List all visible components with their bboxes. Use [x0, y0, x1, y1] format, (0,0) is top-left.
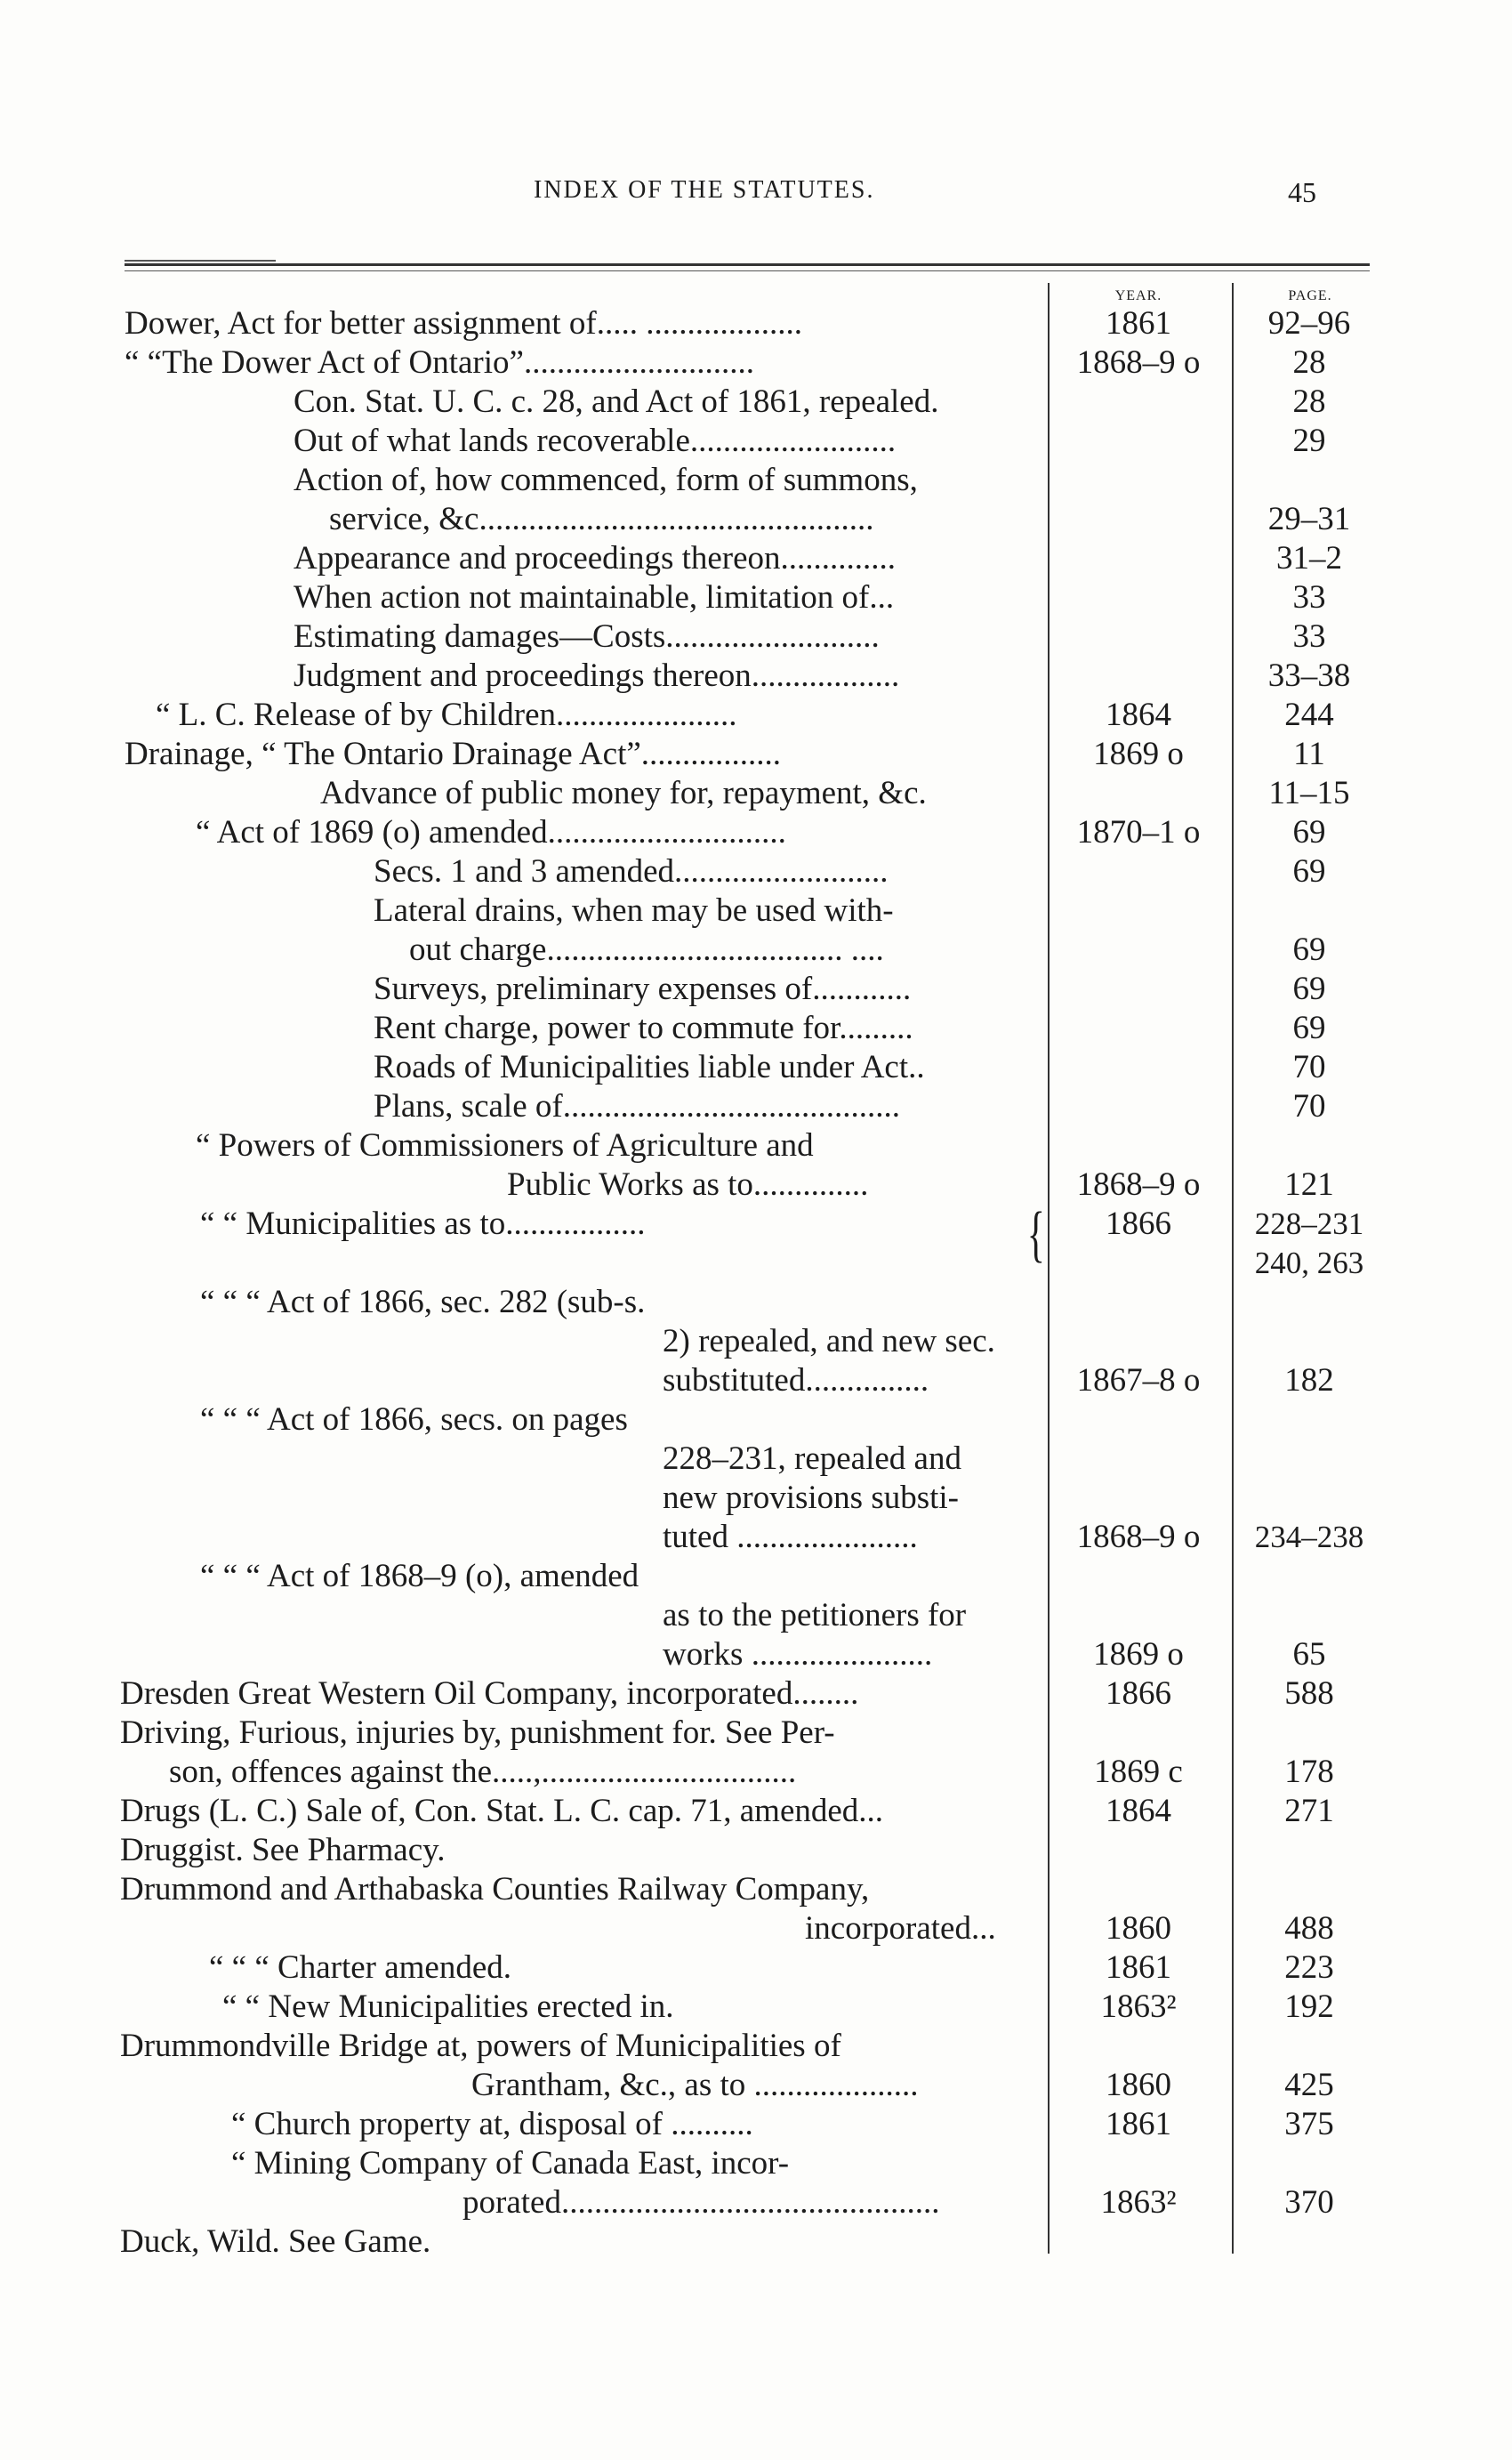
entry-page: 33–38: [1267, 657, 1351, 694]
entry-page: 92–96: [1267, 305, 1351, 342]
index-entry: [0, 1674, 1512, 1714]
index-entry: [0, 1792, 1512, 1831]
index-entry: [0, 1361, 1512, 1400]
entry-page: 69: [1292, 971, 1326, 1007]
entry-text: Driving, Furious, injuries by, punishment for. See Per-: [120, 1714, 835, 1751]
entry-text: Drugs (L. C.) Sale of, Con. Stat. L. C. cap. 71, amended...: [120, 1793, 884, 1829]
index-entry: [0, 1244, 1512, 1283]
entry-year: 1870–1 o: [1076, 814, 1201, 851]
entry-text: Lateral drains, when may be used with-: [374, 892, 894, 929]
entry-page: 28: [1292, 344, 1326, 381]
entry-text: Action of, how commenced, form of summons,: [294, 462, 918, 498]
entry-page: 70: [1292, 1088, 1326, 1125]
entry-year: 1867–8 o: [1076, 1362, 1201, 1399]
entry-year: 1860: [1106, 1910, 1171, 1947]
entry-year: 1868–9 o: [1076, 1519, 1201, 1555]
entry-page: 69: [1292, 814, 1326, 851]
entry-text: Appearance and proceedings thereon..............: [294, 540, 897, 577]
entry-text: Con. Stat. U. C. c. 28, and Act of 1861, repealed.: [294, 383, 939, 420]
index-entry: [0, 1440, 1512, 1479]
index-entry: [0, 852, 1512, 891]
entry-text: Plans, scale of.........................................: [374, 1088, 900, 1125]
entry-page: 488: [1284, 1910, 1334, 1947]
header-rule-short: [125, 260, 276, 262]
entry-page: 370: [1284, 2184, 1334, 2221]
entry-page: 31–2: [1276, 540, 1342, 577]
entry-year: 1863²: [1100, 1988, 1177, 2025]
entry-text: Drainage, “ The Ontario Drainage Act”.................: [125, 736, 782, 772]
entry-year: 1861: [1106, 2106, 1171, 2142]
entry-text: “ “ “ Act of 1866, sec. 282 (sub-s.: [200, 1284, 646, 1320]
index-entry: [0, 1714, 1512, 1753]
entry-text: “ Church property at, disposal of ..........: [231, 2106, 753, 2142]
entry-year: 1866: [1106, 1206, 1171, 1242]
index-entry: [0, 1048, 1512, 1087]
entry-text: substituted...............: [663, 1362, 929, 1399]
index-entry: [0, 1870, 1512, 1909]
index-entry: [0, 1126, 1512, 1165]
entry-page: 11–15: [1268, 775, 1350, 811]
entry-page: 178: [1284, 1754, 1334, 1790]
index-entry: [0, 1009, 1512, 1048]
index-entry: [0, 1635, 1512, 1674]
entry-text: son, offences against the.....,...............................: [169, 1754, 797, 1790]
index-entry: [0, 1087, 1512, 1126]
entry-page: 244: [1284, 697, 1334, 733]
entry-year: 1861: [1106, 305, 1171, 342]
entry-page: 375: [1284, 2106, 1334, 2142]
entry-text: “ “ Municipalities as to.................: [200, 1206, 646, 1242]
header-rule-thin: [125, 270, 1370, 271]
entry-text: Surveys, preliminary expenses of............: [374, 971, 912, 1007]
index-entry: [0, 422, 1512, 461]
entry-text: 2) repealed, and new sec.: [663, 1323, 995, 1359]
entry-page: 11: [1293, 736, 1325, 772]
entry-text: “ Act of 1869 (o) amended.............................: [196, 814, 786, 851]
entry-text: “ “ “ Act of 1866, secs. on pages: [200, 1401, 628, 1438]
entry-year: 1866: [1106, 1675, 1171, 1712]
index-entry: [0, 1831, 1512, 1870]
index-entry: [0, 539, 1512, 578]
entry-text: tuted ......................: [663, 1519, 918, 1555]
header-rule-thick: [125, 263, 1370, 266]
entry-text: Estimating damages—Costs..........................: [294, 618, 880, 655]
entry-text: “ “ “ Charter amended.: [209, 1949, 512, 1986]
entry-page: 65: [1292, 1636, 1326, 1673]
index-entry: [0, 1322, 1512, 1361]
entry-year: 1864: [1106, 697, 1171, 733]
index-entry: [0, 657, 1512, 696]
index-entry: [0, 578, 1512, 617]
entry-text: “ “ New Municipalities erected in.: [222, 1988, 674, 2025]
entry-text: Out of what lands recoverable.........................: [294, 423, 897, 459]
index-entry: [0, 1557, 1512, 1596]
index-entry: [0, 1518, 1512, 1557]
brace-glyph: {: [1026, 1200, 1045, 1269]
page-number: 45: [1288, 176, 1316, 208]
index-entry: [0, 1948, 1512, 1988]
entry-page: 271: [1284, 1793, 1334, 1829]
entry-page: 69: [1292, 932, 1326, 968]
entry-page: 33: [1292, 579, 1326, 616]
index-entry: [0, 774, 1512, 813]
index-entry: [0, 2222, 1512, 2262]
index-entry: [0, 2105, 1512, 2144]
entry-page: 33: [1292, 618, 1326, 655]
entry-text: “ “ “ Act of 1868–9 (o), amended: [200, 1558, 639, 1594]
entry-year: 1860: [1106, 2067, 1171, 2103]
index-entry: [0, 931, 1512, 970]
entry-text: new provisions substi-: [663, 1480, 959, 1516]
entry-text: Dower, Act for better assignment of..... ...................: [125, 305, 803, 342]
entry-text: works ......................: [663, 1636, 933, 1673]
entry-text: out charge.................................... ....: [409, 932, 884, 968]
entry-text: as to the petitioners for: [663, 1597, 967, 1633]
entry-text: Grantham, &c., as to ....................: [471, 2067, 919, 2103]
index-entry: [0, 1283, 1512, 1322]
entry-text: “ “The Dower Act of Ontario”............................: [125, 344, 754, 381]
entry-text: Advance of public money for, repayment, &c.: [320, 775, 927, 811]
index-entry: [0, 343, 1512, 383]
index-entry: [0, 1596, 1512, 1635]
index-entry: [0, 1909, 1512, 1948]
entry-page: 28: [1292, 383, 1326, 420]
entry-year: 1861: [1106, 1949, 1171, 1986]
entry-text: Druggist. See Pharmacy.: [120, 1832, 446, 1868]
entry-text: porated..............................................: [462, 2184, 940, 2221]
running-head: INDEX OF THE STATUTES.: [534, 176, 875, 204]
index-entry: [0, 2066, 1512, 2105]
index-entry: [0, 383, 1512, 422]
entry-text: service, &c................................................: [329, 501, 874, 537]
index-entry: [0, 2144, 1512, 2183]
index-entry: [0, 617, 1512, 657]
entry-page: 29: [1292, 423, 1326, 459]
entry-year: 1864: [1106, 1793, 1171, 1829]
entry-text: Judgment and proceedings thereon..................: [294, 657, 900, 694]
entry-text: “ Mining Company of Canada East, incor-: [231, 2145, 790, 2182]
entry-text: Dresden Great Western Oil Company, incorporated........: [120, 1675, 859, 1712]
entry-page: 182: [1284, 1362, 1334, 1399]
entry-text: Rent charge, power to commute for.........: [374, 1010, 913, 1046]
entry-page: 121: [1284, 1166, 1334, 1203]
entry-page: 192: [1284, 1988, 1334, 2025]
index-entry: [0, 813, 1512, 852]
entry-page: 70: [1292, 1049, 1326, 1085]
index-entry: [0, 304, 1512, 343]
index-entry: [0, 1205, 1512, 1244]
entry-year: 1863²: [1100, 2184, 1177, 2221]
index-entry: [0, 1400, 1512, 1440]
index-entry: [0, 891, 1512, 931]
entry-text: incorporated...: [805, 1910, 996, 1947]
index-entry: [0, 2183, 1512, 2222]
index-entry: [0, 1165, 1512, 1205]
index-entry: [0, 970, 1512, 1009]
entry-text: When action not maintainable, limitation of...: [294, 579, 895, 616]
entry-page: 69: [1292, 1010, 1326, 1046]
entry-page: 69: [1292, 853, 1326, 890]
entry-text: Drummondville Bridge at, powers of Municipalities of: [120, 2028, 841, 2064]
entry-page: 29–31: [1267, 501, 1351, 537]
entry-page: 228–231: [1254, 1206, 1364, 1241]
index-entry: [0, 500, 1512, 539]
entry-text: Roads of Municipalities liable under Act..: [374, 1049, 925, 1085]
entry-text: Public Works as to..............: [507, 1166, 869, 1203]
year-column-heading: YEAR.: [1114, 288, 1162, 303]
entry-text: “ L. C. Release of by Children......................: [156, 697, 737, 733]
entry-page: 588: [1284, 1675, 1334, 1712]
entry-text: 228–231, repealed and: [663, 1440, 961, 1477]
entry-year: 1869 o: [1093, 736, 1184, 772]
entry-page: 425: [1284, 2067, 1334, 2103]
entry-page: 240, 263: [1254, 1246, 1364, 1280]
entry-text: “ Powers of Commissioners of Agriculture and: [196, 1127, 814, 1164]
index-entry: [0, 461, 1512, 500]
entry-year: 1868–9 o: [1076, 1166, 1201, 1203]
index-entry: [0, 1753, 1512, 1792]
index-entry: [0, 1479, 1512, 1518]
entry-page: 234–238: [1254, 1520, 1364, 1554]
entry-year: 1869 c: [1094, 1754, 1183, 1790]
index-entry: [0, 696, 1512, 735]
entry-text: Duck, Wild. See Game.: [120, 2223, 431, 2260]
index-entry: [0, 1988, 1512, 2027]
index-entry: [0, 735, 1512, 774]
entry-year: 1869 o: [1093, 1636, 1184, 1673]
page-column-heading: PAGE.: [1288, 288, 1332, 303]
entry-text: Secs. 1 and 3 amended..........................: [374, 853, 889, 890]
entry-page: 223: [1284, 1949, 1334, 1986]
entry-year: 1868–9 o: [1076, 344, 1201, 381]
entry-text: Drummond and Arthabaska Counties Railway Company,: [120, 1871, 870, 1908]
index-entry: [0, 2027, 1512, 2066]
